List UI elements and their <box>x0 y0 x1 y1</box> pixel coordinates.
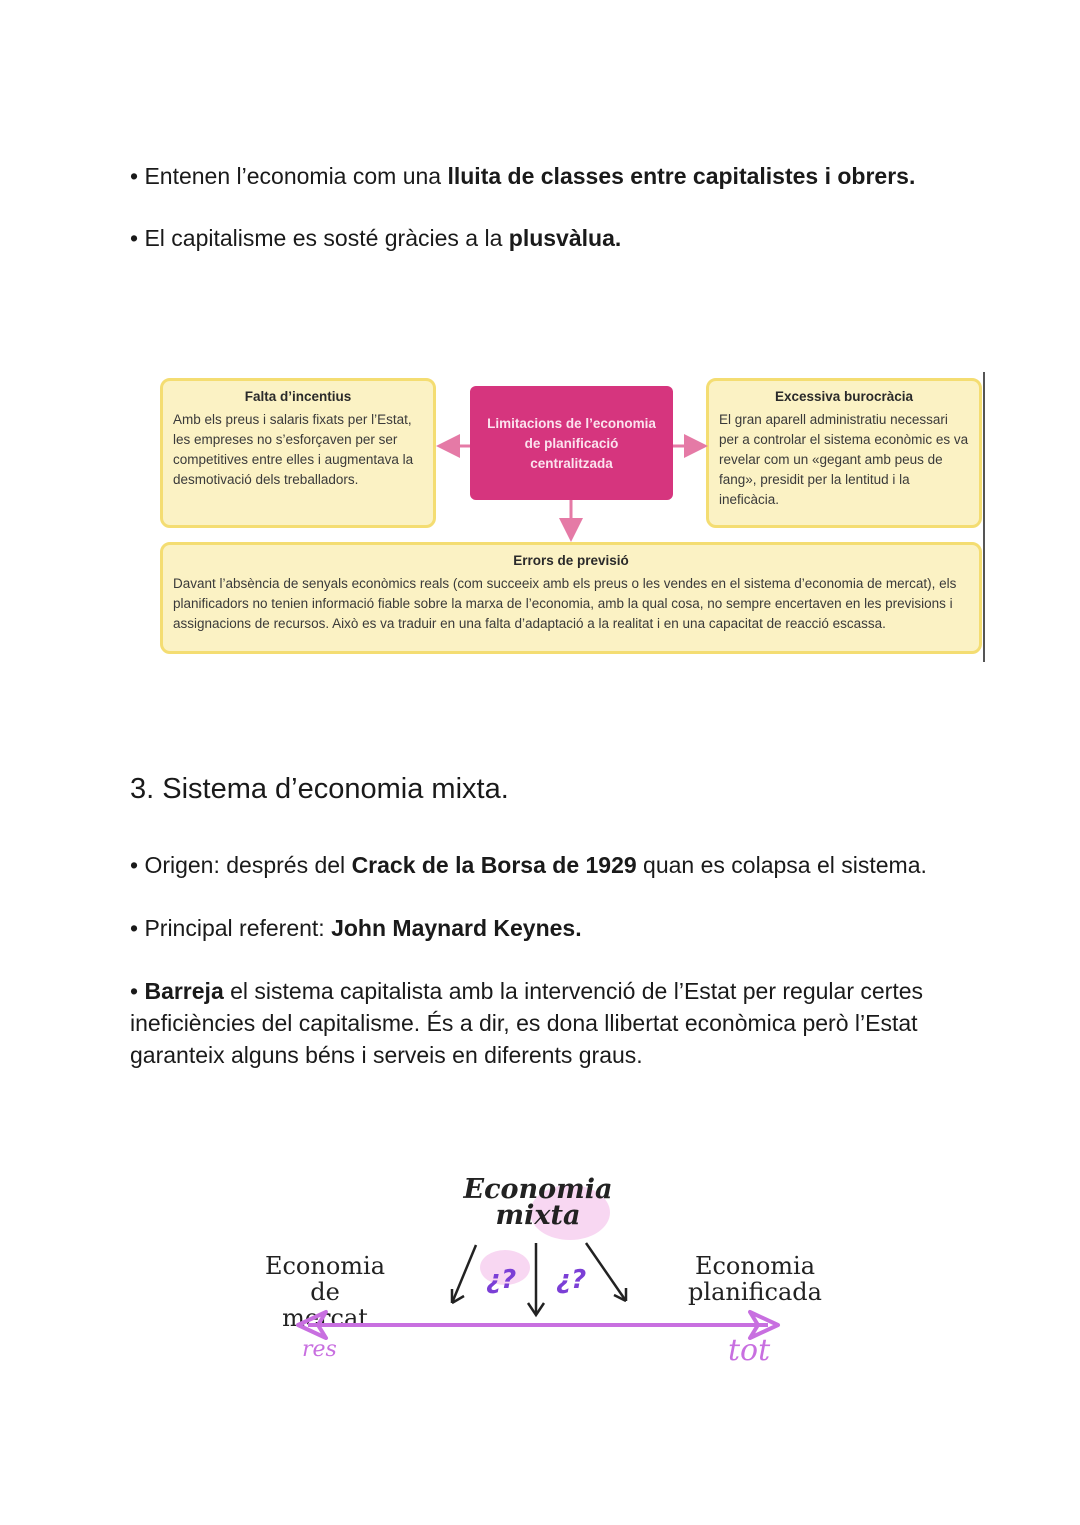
bullet-text: el sistema capitalista amb la intervenció de l’Estat per regular certes ineficiències del capitalisme. És a dir, es dona llibertat econòmica però l’Estat garanteix alguns béns i serveis en diferents graus. <box>130 978 923 1068</box>
planned-economy-limitations-diagram <box>158 372 988 664</box>
bullet-text: • Principal referent: <box>130 915 332 941</box>
box-central-planning-limitations <box>470 386 673 500</box>
bullet-surplus-value <box>130 222 960 254</box>
bullet-text: • Origen: després del <box>130 852 352 878</box>
bullet-bold: John Maynard Keynes. <box>331 915 582 941</box>
box-title: Errors de previsió <box>513 553 629 568</box>
bullet-text: quan es colapsa el sistema. <box>636 852 927 878</box>
label-line: mercat <box>282 1304 368 1332</box>
bullet-class-struggle <box>130 160 960 192</box>
bullet-bold: Crack de la Borsa de 1929 <box>351 852 637 878</box>
box-text: Davant l’absència de senyals econòmics reals (com succeeix amb els preus o les vendes en el sistema d’economia de mercat), els planificadors no tenien informació fiable sobre la marxa de l’economia, amb la qual cosa, no sempre encertaven en les previsions i assignacions de recursos. Això es va traduir en una falta d’adaptació a la realitat i en una capacitat de reacció escassa. <box>173 576 957 631</box>
label-line: planificada <box>688 1278 822 1306</box>
bullet-mix <box>130 975 960 1071</box>
label-line: mixta <box>495 1200 581 1231</box>
bullet-origin <box>130 849 960 881</box>
bullet-text: • <box>130 978 145 1004</box>
question-mark-right: ¿? <box>556 1265 587 1295</box>
label-everything: tot <box>728 1333 771 1368</box>
arrow-down-right <box>586 1243 626 1301</box>
box-title: Excessiva burocràcia <box>774 389 914 404</box>
box-text: Amb els preus i salaris fixats per l’Estat, les empreses no s’esforçaven per ser competitives entre elles i augmentava la desmotivació dels treballadors. <box>173 412 414 487</box>
bullet-bold: plusvàlua. <box>508 225 622 251</box>
mixed-economy-spectrum-diagram <box>230 1165 830 1380</box>
question-mark-left: ¿? <box>486 1265 517 1295</box>
label-line: Economia de <box>264 1252 386 1306</box>
label-nothing: res <box>302 1337 337 1362</box>
label-line: Economia <box>463 1174 613 1205</box>
box-title: Falta d’incentius <box>244 389 352 404</box>
bullet-bold: lluita de classes entre capitalistes i obrers. <box>447 163 916 189</box>
arrow-down-left <box>452 1245 476 1303</box>
label-line: Economia <box>694 1252 816 1280</box>
bullet-bold: Barreja <box>144 978 224 1004</box>
box-forecast-errors <box>160 542 982 654</box>
center-line: centralitzada <box>530 456 613 471</box>
bullet-referent <box>130 912 960 944</box>
section-heading: 3. Sistema d’economia mixta. <box>130 773 509 805</box>
bullet-text: • Entenen l’economia com una <box>130 163 448 189</box>
center-line: Limitacions de l’economia <box>487 416 656 431</box>
box-text: El gran aparell administratiu necessari per a controlar el sistema econòmic es va revelar com un «gegant amb peus de fang», presidit per la lentitud i la ineficàcia. <box>719 412 969 507</box>
center-line: de planificació <box>524 436 619 451</box>
bullet-text: • El capitalisme es sosté gràcies a la <box>130 225 509 251</box>
